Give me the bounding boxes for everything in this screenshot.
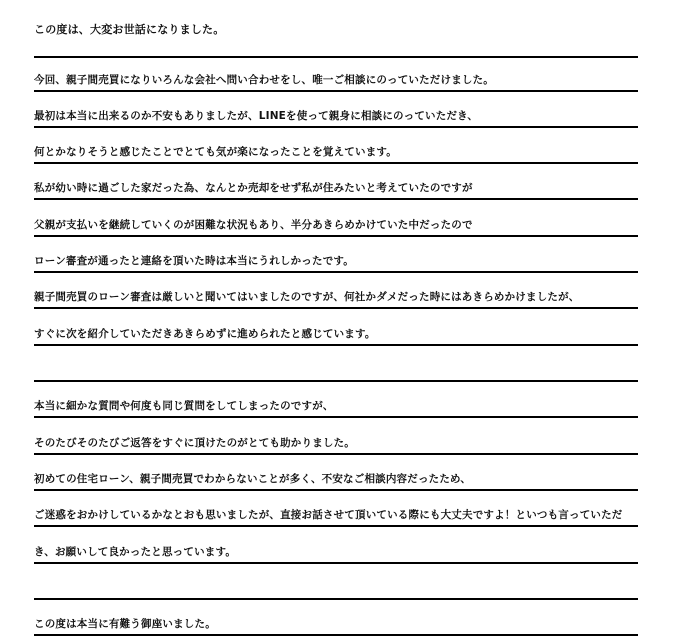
blank-line [34,346,638,382]
text-line [34,237,638,273]
text-line [34,128,638,164]
text-line [34,455,638,491]
text-line [34,600,638,636]
line-text: 今回、親子間売買になりいろんな会社へ問い合わせをし、唯一ご相談にのっていただけました。 [34,74,494,86]
line-text: この度は本当に有難う御座いました。 [34,618,216,630]
text-line [34,382,638,418]
line-text: 父親が支払いを継続していくのが困難な状況もあり、半分あきらめかけていた中だったので [34,219,473,231]
text-line [34,310,638,346]
line-text: 何とかなりそうと感じたことでとても気が楽になったことを覚えています。 [34,146,397,158]
underline-rule [34,416,638,418]
line-text: ローン審査が通ったと連絡を頂いた時は本当にうれしかったです。 [34,255,354,267]
blank-line [34,22,638,58]
text-line [34,528,638,564]
line-text: き、お願いして良かったと思っています。 [34,546,237,558]
text-line [34,273,638,309]
underline-rule [34,307,638,309]
line-text: 私が幼い時に過ごした家だった為、なんとか売却をせず私が住みたいと考えていたのですが [34,182,473,194]
underline-rule [34,525,638,527]
line-text: 最初は本当に出来るのか不安もありましたが、LINEを使って親身に相談にのっていただき、 [34,110,479,122]
text-line [34,491,638,527]
line-text: 本当に細かな質問や何度も同じ質問をしてしまったのですが、 [34,400,334,412]
blank-line [34,564,638,600]
underline-rule [34,634,638,636]
text-line [34,164,638,200]
line-text: ご迷惑をおかけしているかなとおも思いましたが、直接お話させて頂いている際にも大丈夫ですよ！といつも言っていただ [34,509,623,521]
line-text: 初めての住宅ローン、親子間売買でわからないことが多く、不安なご相談内容だったため、 [34,473,472,485]
line-text: そのたびそのたびご返答をすぐに頂けたのがとても助かりました。 [34,437,355,449]
text-line [34,201,638,237]
line-text: この度は、大変お世話になりました。 [34,23,225,36]
text-line [34,419,638,455]
line-text: 親子間売買のローン審査は厳しいと聞いてはいましたのですが、何社かダメだった時にはあきらめかけましたが、 [34,291,580,303]
line-text: すぐに次を紹介していただきあきらめずに進められたと感じています。 [34,328,376,340]
text-line [34,92,638,128]
underline-rule [34,198,638,200]
text-line [34,56,638,92]
